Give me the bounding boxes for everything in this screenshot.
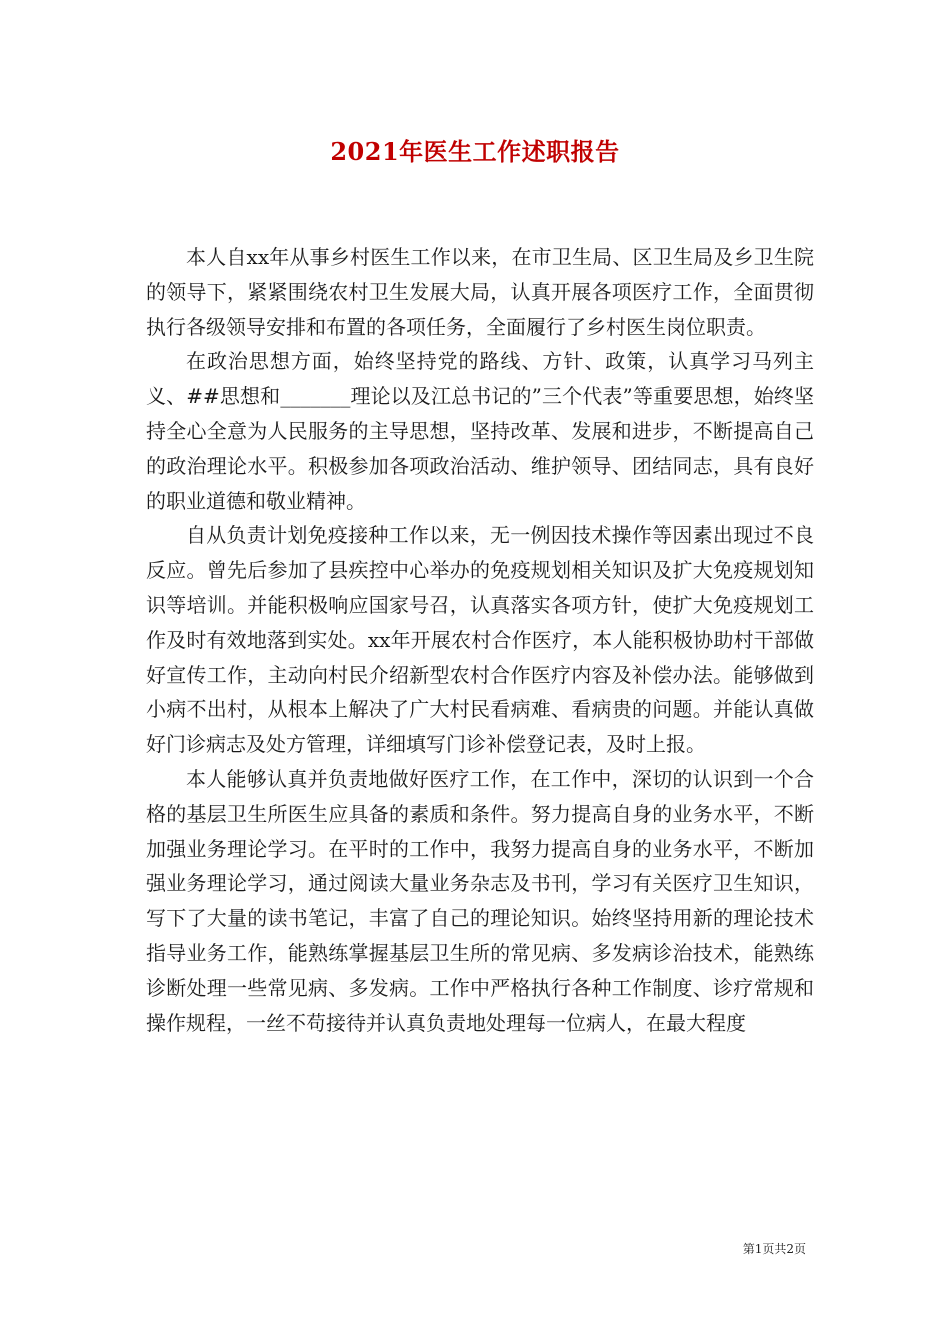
paragraph-political-thought: 在政治思想方面，始终坚持党的路线、方针、政策，认真学习马列主义、##思想和_______理论以及江总书记的”三个代表”等重要思想，始终坚持全心全意为人民服务的主导思想，坚持改革、发展和进步，不断提高自己的政治理论水平。积极参加各项政治活动、维护领导、团结同志，具有良好的职业道德和敬业精神。: [146, 349, 814, 513]
page-number: 第1页共2页: [742, 1242, 806, 1256]
document-body: [146, 240, 814, 1040]
document-title: 2021年医生工作述职报告: [330, 137, 620, 166]
paragraph-immunization: 自从负责计划免疫接种工作以来，无一例因技术操作等因素出现过不良反应。曾先后参加了县疾控中心举办的免疫规划相关知识及扩大免疫规划知识等培训。并能积极响应国家号召，认真落实各项方针，使扩大免疫规划工作及时有效地落到实处。xx年开展农村合作医疗，本人能积极协助村干部做好宣传工作，主动向村民介绍新型农村合作医疗内容及补偿办法。能够做到小病不出村，从根本上解决了广大村民看病难、看病贵的问题。并能认真做好门诊病志及处方管理，详细填写门诊补偿登记表，及时上报。: [146, 523, 814, 757]
paragraph-intro: 本人自xx年从事乡村医生工作以来，在市卫生局、区卫生局及乡卫生院的领导下，紧紧围绕农村卫生发展大局，认真开展各项医疗工作，全面贯彻执行各级领导安排和布置的各项任务，全面履行了乡村医生岗位职责。: [146, 245, 814, 339]
paragraph-medical-work: 本人能够认真并负责地做好医疗工作，在工作中，深切的认识到一个合格的基层卫生所医生应具备的素质和条件。努力提高自身的业务水平，不断加强业务理论学习。在平时的工作中，我努力提高自身的业务水平，不断加强业务理论学习，通过阅读大量业务杂志及书刊，学习有关医疗卫生知识，写下了大量的读书笔记，丰富了自己的理论知识。始终坚持用新的理论技术指导业务工作，能熟练掌握基层卫生所的常见病、多发病诊治技术，能熟练诊断处理一些常见病、多发病。工作中严格执行各种工作制度、诊疗常规和操作规程，一丝不苟接待并认真负责地处理每一位病人，在最大程度: [146, 766, 814, 1035]
